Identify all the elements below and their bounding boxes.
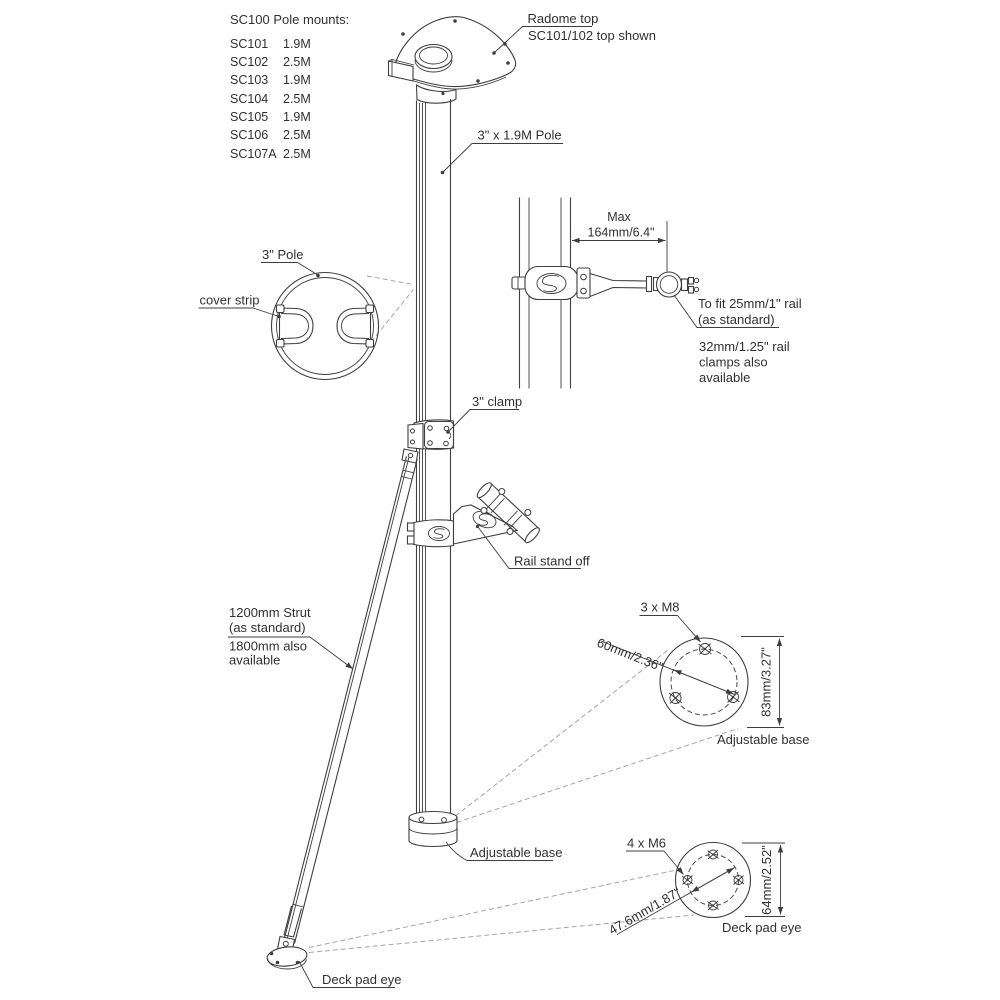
part-model: SC106 [230,128,269,142]
deck-pad-eye-detail [606,836,802,938]
part-length: 2.5M [283,128,311,142]
rail-standoff [408,481,542,547]
part-model: SC101 [230,37,269,51]
base-bolts-label: 3 x M8 [640,599,680,615]
pole-clamp [408,420,454,449]
parts-list-title: SC100 Pole mounts: [230,12,350,27]
part-model: SC107A [230,147,277,161]
strut-note-line1: 1200mm Strut [229,605,311,620]
part-model: SC102 [230,55,269,69]
rail-mount-detail [512,198,802,389]
eye-bolt-circle-dim: 47.6mm/1.87" [606,884,684,938]
strut [284,449,418,944]
eye-diameter-dim: 64mm/2.52" [759,845,774,915]
base-detail-caption: Adjustable base [717,732,810,747]
adjustable-base-label: Adjustable base [470,845,563,860]
clamp-label: 3" clamp [472,394,523,409]
radome-top-label: Radome top [527,11,599,26]
rail-alt-note-line3: available [699,370,751,385]
adjustable-base-detail [595,600,810,748]
pole-section-label: 3" Pole [262,247,304,262]
max-dim-label: Max [607,210,631,224]
max-dimension [571,210,668,272]
rail-alt-note-line1: 32mm/1.25" rail [699,339,790,354]
part-length: 2.5M [283,147,311,161]
pole-cross-section [272,273,379,380]
bolt-hole [669,693,682,704]
part-model: SC103 [230,73,269,87]
bolt-hole [727,692,740,703]
strut-note-line3: 1800mm also [229,638,308,654]
part-length: 2.5M [283,55,311,69]
part-length: 1.9M [283,37,311,51]
strut-note-line2: (as standard) [229,620,306,635]
radome-top-plate [389,17,516,103]
parts-list [230,12,349,161]
part-length: 1.9M [283,110,311,124]
pole-size-label: 3" x 1.9M Pole [477,127,562,143]
main-pole [417,99,451,813]
base-diameter-dim: 83mm/3.27" [758,647,774,717]
rail-alt-note-line2: clamps also [699,354,768,370]
rail-standoff-label: Rail stand off [514,553,590,569]
deck-pad-eye [266,937,308,970]
part-model: SC104 [230,92,269,106]
max-dim-value: 164mm/6.4" [587,225,655,240]
cover-strip-label: cover strip [199,292,260,308]
rail-fit-note-line1: To fit 25mm/1" rail [698,296,802,311]
part-length: 1.9M [283,73,311,87]
eye-bolts-label: 4 x M6 [627,835,667,851]
base-bolt-circle-dim: 60mm/2.36" [594,634,666,675]
strut-note-line4: available [229,652,281,668]
part-length: 2.5M [283,92,311,106]
deck-pad-eye-label: Deck pad eye [322,972,402,987]
radome-sub-label: SC101/102 top shown [528,28,656,43]
rail-clamp-body [525,267,578,300]
eye-detail-caption: Deck pad eye [722,920,802,935]
rail-fit-note-line2: (as standard) [698,312,775,327]
adjustable-base [409,812,457,847]
part-model: SC105 [230,110,269,124]
